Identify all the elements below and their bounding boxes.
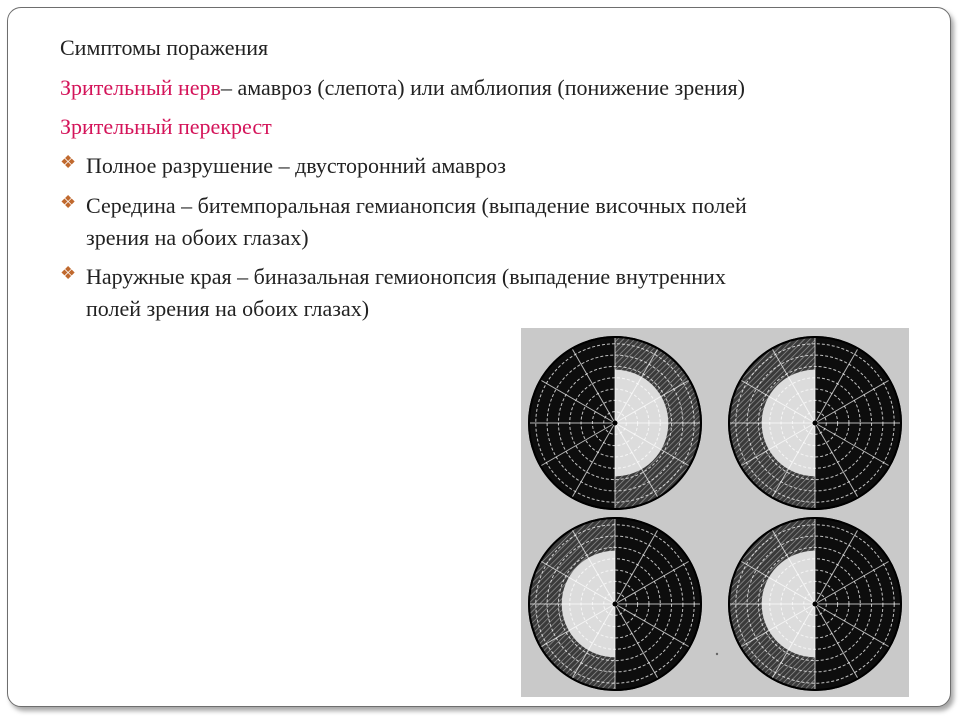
diamond-bullet-icon: ❖	[60, 152, 77, 172]
bullet-line-1: Наружные края – биназальная гемионопсия (выпадение внутренних	[86, 264, 726, 289]
visual-field-figure	[521, 328, 909, 697]
diamond-bullet-icon: ❖	[60, 263, 77, 283]
visual-field-disc	[529, 337, 701, 509]
bullet-item	[60, 150, 900, 182]
visual-field-diagrams	[521, 328, 909, 697]
bullet-line-1: Середина – битемпоральная гемианопсия (выпадение височных полей	[86, 193, 747, 218]
diamond-bullet-icon: ❖	[60, 192, 77, 212]
nerve-text: – амавроз (слепота) или амблиопия (понижение зрения)	[220, 75, 745, 100]
slide-title: Симптомы поражения	[60, 35, 269, 60]
visual-field-disc	[729, 518, 901, 690]
bullet-line-2: полей зрения на обоих глазах)	[86, 296, 370, 321]
chiasm-label: Зрительный перекрест	[60, 114, 272, 139]
bullet-line-2: зрения на обоих глазах)	[86, 225, 309, 250]
bullet-item	[60, 261, 900, 325]
bullet-line-1: Полное разрушение – двусторонний амавроз	[86, 153, 506, 178]
nerve-label: Зрительный нерв	[60, 75, 221, 100]
nerve-line	[60, 75, 745, 101]
visual-field-disc	[729, 337, 901, 509]
bullet-item	[60, 190, 900, 254]
visual-field-disc	[529, 518, 701, 690]
